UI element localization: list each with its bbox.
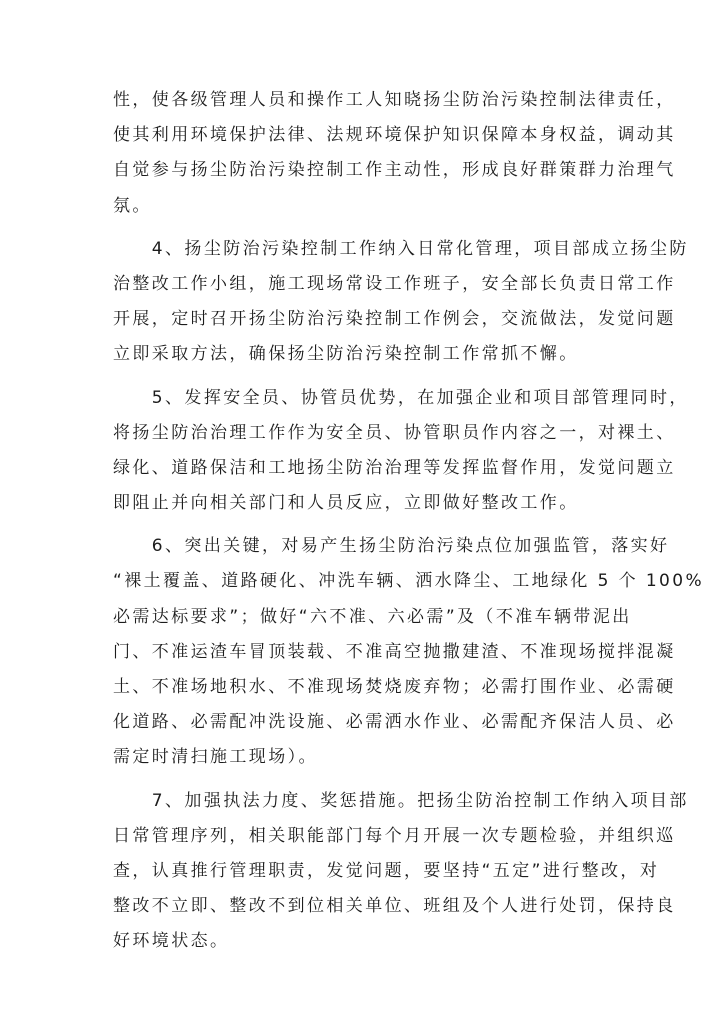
paragraph-gap <box>113 776 610 784</box>
text-line: 需定时清扫施工现场）。 <box>113 747 318 768</box>
text-line: 使其利用环境保护法律、法规环境保护知识保障本身权益，调动其 <box>113 125 676 146</box>
text-line: 氛。 <box>113 195 152 216</box>
document-body <box>113 83 705 960</box>
paragraph <box>113 83 676 224</box>
text-line: 查，认真推行管理职责，发觉问题，要坚持“五定”进行整改，对 <box>113 860 660 881</box>
text-line: 绿化、道路保洁和工地扬尘防治治理等发挥监督作用，发觉问题立 <box>113 457 676 478</box>
text-line: 好环境状态。 <box>113 931 230 952</box>
paragraph-gap <box>113 521 610 529</box>
text-line: 整改不立即、整改不到位相关单位、班组及个人进行处罚，保持良 <box>113 896 676 917</box>
text-line: 7、加强执法力度、奖惩措施。把扬尘防治控制工作纳入项目部 <box>113 790 689 811</box>
paragraph <box>113 529 705 775</box>
text-line: 将扬尘防治治理工作作为安全员、协管职员作内容之一，对裸土、 <box>113 422 676 443</box>
text-line: 性，使各级管理人员和操作工人知晓扬尘防治污染控制法律责任， <box>113 90 676 110</box>
text-line: 门、不准运渣车冒顶装载、不准高空抛撒建渣、不准现场搅拌混凝 <box>113 641 676 662</box>
text-line: 化道路、必需配冲洗设施、必需洒水作业、必需配齐保洁人员、必 <box>113 712 676 733</box>
text-line: “裸土覆盖、道路硬化、冲洗车辆、洒水降尘、工地绿化 5 个 100% <box>113 571 705 592</box>
text-line: 即阻止并向相关部门和人员反应，立即做好整改工作。 <box>113 493 579 514</box>
text-line: 自觉参与扬尘防治污染控制工作主动性，形成良好群策群力治理气 <box>113 160 676 181</box>
text-line: 土、不准场地积水、不准现场焚烧废弃物；必需打围作业、必需硬 <box>113 677 676 697</box>
text-line: 开展，定时召开扬尘防治污染控制工作例会，交流做法，发觉问题 <box>113 309 676 330</box>
text-line: 立即采取方法，确保扬尘防治污染控制工作常抓不懈。 <box>113 344 579 365</box>
text-line: 日常管理序列，相关职能部门每个月开展一次专题检验，并组织巡 <box>113 825 676 846</box>
text-line: 4、扬尘防治污染控制工作纳入日常化管理，项目部成立扬尘防 <box>113 238 689 259</box>
paragraph <box>113 784 689 960</box>
text-line: 6、突出关键，对易产生扬尘防治污染点位加强监管，落实好 <box>113 536 670 557</box>
paragraph-gap <box>113 224 610 232</box>
paragraph <box>113 381 689 522</box>
text-line: 5、发挥安全员、协管员优势，在加强企业和项目部管理同时， <box>113 387 689 408</box>
paragraph <box>113 232 689 373</box>
text-line: 必需达标要求”；做好“六不准、六必需”及（不准车辆带泥出 <box>113 606 632 627</box>
text-line: 治整改工作小组，施工现场常设工作班子，安全部长负责日常工作 <box>113 273 676 294</box>
paragraph-gap <box>113 373 610 381</box>
